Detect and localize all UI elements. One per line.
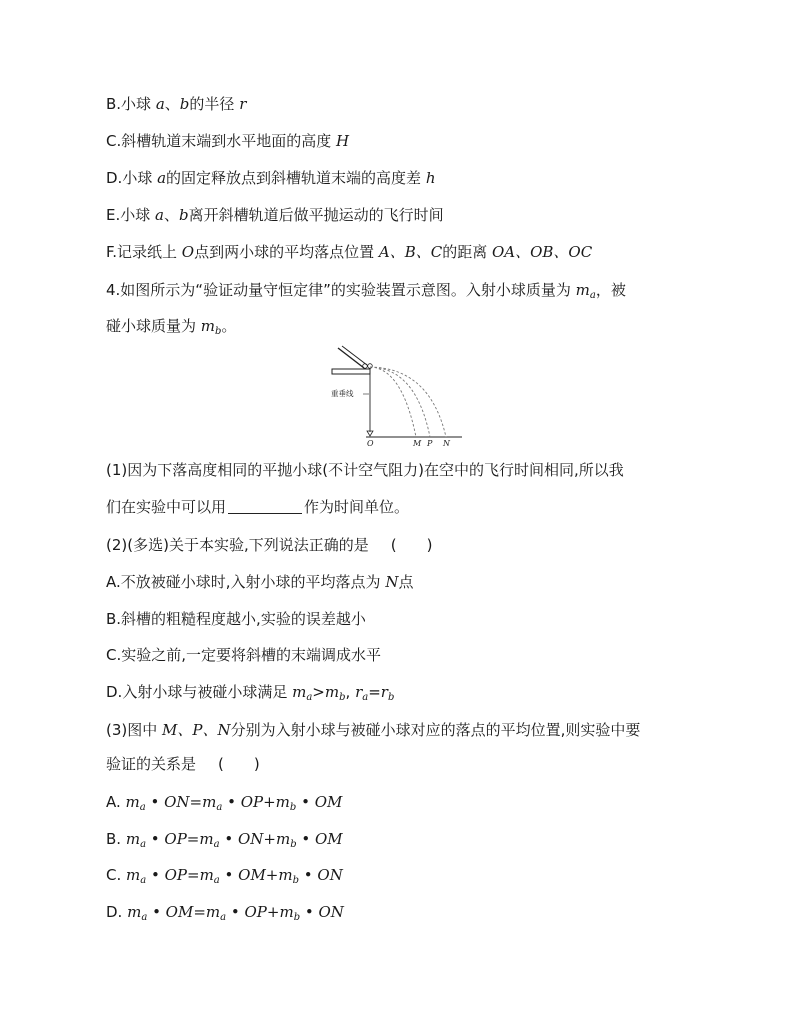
option-c-line xyxy=(106,131,349,151)
text: 点 xyxy=(398,573,414,591)
var-m: m xyxy=(279,903,294,921)
label: D. xyxy=(106,903,128,921)
var-m: m xyxy=(199,830,214,848)
trajectory-p xyxy=(370,367,430,437)
var-m: m xyxy=(275,793,290,811)
ramp-line xyxy=(338,348,364,368)
subscript: a xyxy=(141,912,148,923)
part-3-option-c xyxy=(106,865,343,891)
label-M: M xyxy=(413,439,422,448)
part-1-text xyxy=(106,460,624,480)
var-m: m xyxy=(324,683,340,701)
text: 的半径 xyxy=(189,95,240,113)
subscript: b xyxy=(339,692,346,703)
answer-paren[interactable]: ( ) xyxy=(218,755,260,773)
text: 验证的关系是 xyxy=(106,755,197,773)
text: 。 xyxy=(221,317,237,335)
text: 作为时间单位。 xyxy=(304,498,410,516)
text: E.小球 xyxy=(106,206,156,224)
var-m: m xyxy=(202,793,217,811)
expr: • OM xyxy=(296,793,343,811)
subscript: a xyxy=(139,802,146,813)
text: ，被 xyxy=(595,281,626,299)
expr: • ON= xyxy=(145,793,203,811)
expr: • OP= xyxy=(146,866,200,884)
option-b-line xyxy=(106,94,246,114)
part-3-text-cont xyxy=(106,754,260,774)
var-m: m xyxy=(199,866,214,884)
var-m: m xyxy=(575,281,590,299)
text: 、 xyxy=(164,95,180,113)
subscript: b xyxy=(293,912,301,923)
option-e-line xyxy=(106,205,444,225)
var-b: b xyxy=(179,95,190,113)
text: B.斜槽的粗糙程度越小,实验的误差越小 xyxy=(106,610,366,628)
subscript: a xyxy=(213,839,220,850)
var-m: m xyxy=(127,903,142,921)
var-m: m xyxy=(125,793,140,811)
subscript: a xyxy=(362,692,369,703)
answer-paren[interactable]: ( ) xyxy=(390,536,433,554)
subscript: a xyxy=(220,912,227,923)
text: 碰小球质量为 xyxy=(106,317,201,335)
label: B. xyxy=(106,830,126,848)
text: = xyxy=(368,683,381,701)
option-f-line xyxy=(106,242,592,262)
var-H: H xyxy=(336,132,350,150)
ramp-line xyxy=(342,346,367,365)
option-d-line xyxy=(106,168,436,188)
text: > xyxy=(312,683,325,701)
var-r: r xyxy=(380,683,388,701)
expr: • ON xyxy=(299,866,343,884)
ball-a xyxy=(363,364,368,369)
part-2-text xyxy=(106,535,432,555)
var-m: m xyxy=(205,903,221,921)
subscript: a xyxy=(140,875,147,886)
label-N: N xyxy=(443,439,450,448)
var-a: a xyxy=(155,206,164,224)
text: 4.如图所示为“验证动量守恒定律”的实验装置示意图。入射小球质量为 xyxy=(106,281,576,299)
expr: • ON+ xyxy=(219,830,276,848)
subscript: a xyxy=(140,839,147,850)
var-h: h xyxy=(425,169,436,187)
text: 分别为入射小球与被碰小球对应的落点的平均位置,则实验中要 xyxy=(230,721,641,739)
var-O: O xyxy=(181,243,195,261)
text: F.记录纸上 xyxy=(106,243,182,261)
text: 的固定释放点到斜槽轨道末端的高度差 xyxy=(166,169,426,187)
var-b: b xyxy=(178,206,189,224)
text: 的距离 xyxy=(442,243,492,261)
expr: • ON xyxy=(300,903,344,921)
part-3-option-b xyxy=(106,829,343,855)
text: (3)图中 xyxy=(106,721,163,739)
part-3-text xyxy=(106,720,640,740)
trajectory-n xyxy=(370,367,446,437)
table-edge xyxy=(332,369,370,374)
var-m: m xyxy=(292,683,307,701)
text: , xyxy=(345,683,356,701)
var-m: m xyxy=(126,866,141,884)
text: D.入射小球与被碰小球满足 xyxy=(106,683,293,701)
apparatus-diagram xyxy=(330,344,465,448)
part-2-option-a xyxy=(106,572,413,592)
expr: • OM+ xyxy=(219,866,279,884)
var-a: a xyxy=(155,95,165,113)
ball-b xyxy=(368,364,373,369)
var-m: m xyxy=(125,830,141,848)
text: A.不放被碰小球时,入射小球的平均落点为 xyxy=(106,573,386,591)
part-2-option-c xyxy=(106,645,381,665)
part-2-option-b xyxy=(106,609,366,629)
question-4-stem xyxy=(106,280,626,306)
part-3-option-a xyxy=(106,792,342,818)
label: C. xyxy=(106,866,127,884)
subscript: b xyxy=(289,802,297,813)
expr: • OM xyxy=(296,830,343,848)
subscript: a xyxy=(589,290,596,301)
subscript: b xyxy=(215,326,222,337)
text: 点到两小球的平均落点位置 xyxy=(194,243,379,261)
text: 离开斜槽轨道后做平抛运动的飞行时间 xyxy=(188,206,444,224)
subscript: a xyxy=(213,875,220,886)
part-2-option-d xyxy=(106,682,394,708)
subscript: a xyxy=(306,692,313,703)
var-MPN: M、P、N xyxy=(162,721,231,739)
subscript: a xyxy=(216,802,223,813)
var-r: r xyxy=(239,95,247,113)
var-m: m xyxy=(275,830,291,848)
text: (1)因为下落高度相同的平抛小球(不计空气阻力)在空中的飞行时间相同,所以我 xyxy=(106,461,624,479)
var-dists: OA、OB、OC xyxy=(491,243,593,261)
text: B.小球 xyxy=(106,95,156,113)
subscript: b xyxy=(292,875,300,886)
part-3-option-d xyxy=(106,902,344,928)
var-a: a xyxy=(157,169,167,187)
var-m: m xyxy=(200,317,216,335)
var-ABC: A、B、C xyxy=(378,243,443,261)
label-P: P xyxy=(427,439,433,448)
text: 们在实验中可以用 xyxy=(106,498,227,516)
text: C.实验之前,一定要将斜槽的末端调成水平 xyxy=(106,646,382,664)
expr: • OP= xyxy=(146,830,200,848)
var-N: N xyxy=(385,573,399,591)
expr: • OM= xyxy=(147,903,206,921)
question-4-stem-cont xyxy=(106,316,236,342)
label: A. xyxy=(106,793,126,811)
plumb-label: 重垂线 xyxy=(331,389,354,398)
text: 、 xyxy=(163,206,179,224)
expr: • OP+ xyxy=(226,903,280,921)
text: C.斜槽轨道末端到水平地面的高度 xyxy=(106,132,337,150)
part-1-text-cont xyxy=(106,497,409,517)
expr: • OP+ xyxy=(222,793,276,811)
text: (2)(多选)关于本实验,下列说法正确的是 xyxy=(106,536,369,554)
text: D.小球 xyxy=(106,169,158,187)
label-O: O xyxy=(367,439,374,448)
subscript: b xyxy=(387,692,395,703)
subscript: b xyxy=(290,839,297,850)
var-m: m xyxy=(278,866,293,884)
answer-blank[interactable] xyxy=(228,499,302,514)
var-r: r xyxy=(355,683,363,701)
